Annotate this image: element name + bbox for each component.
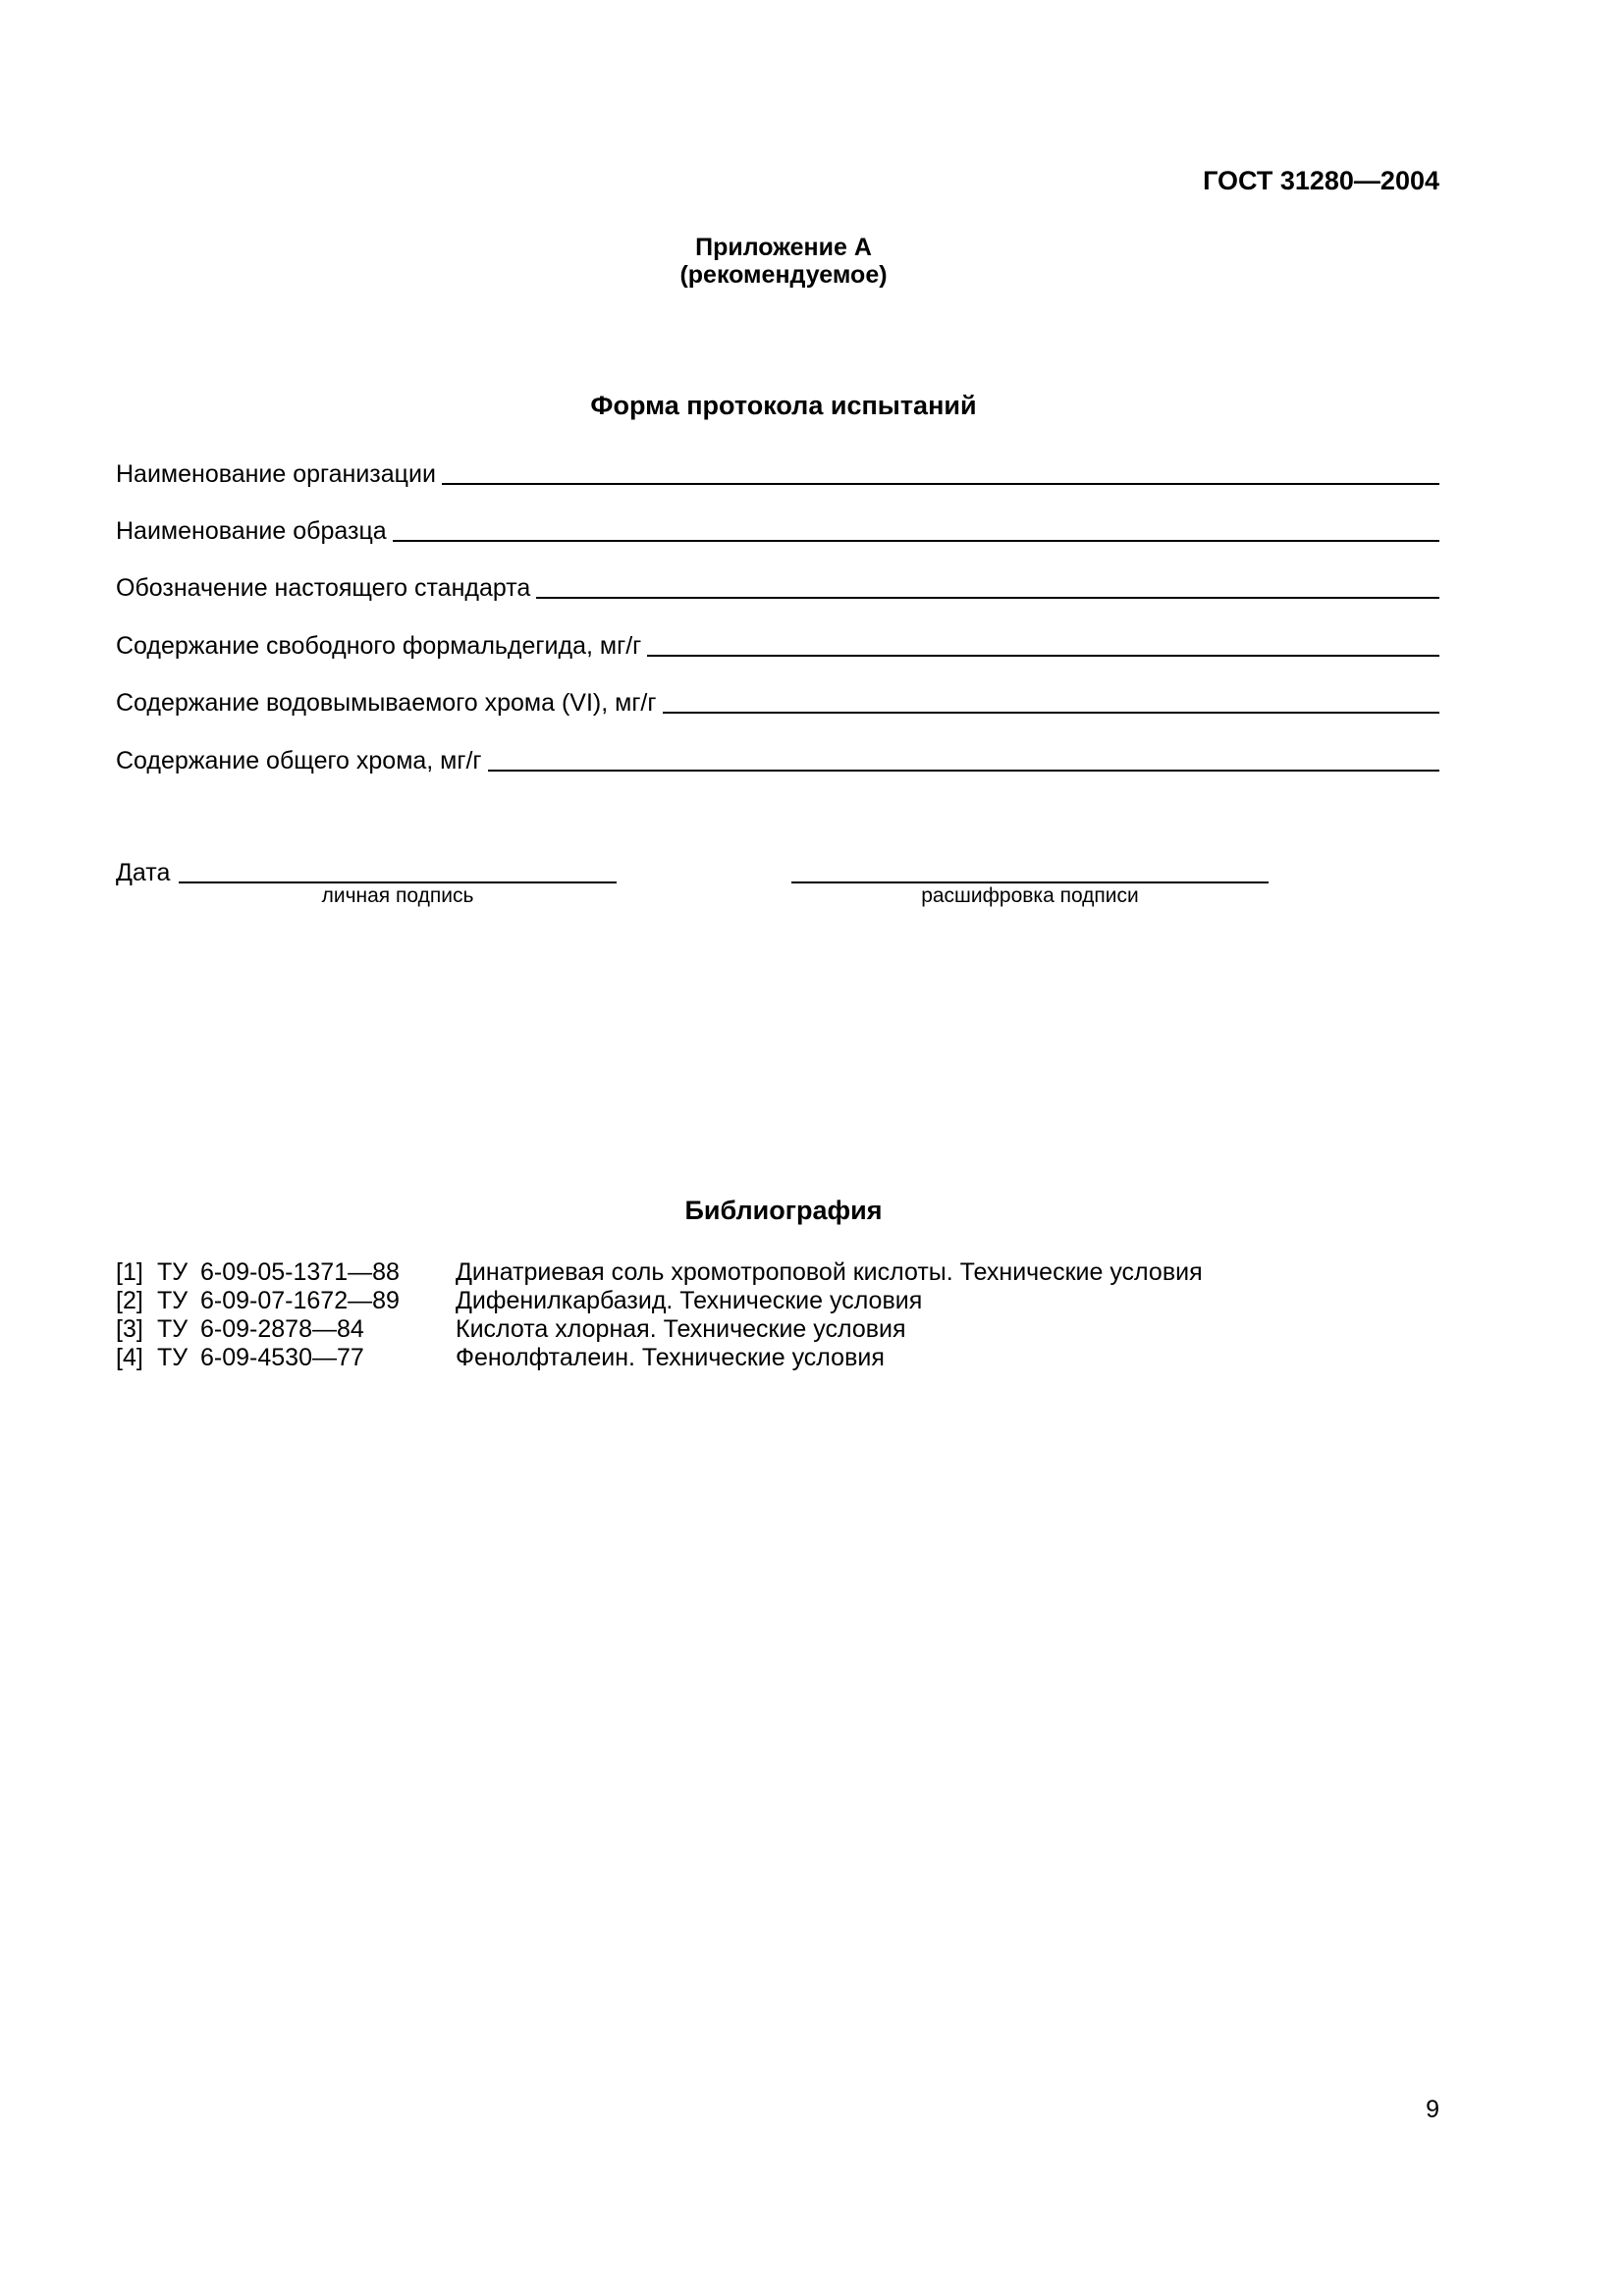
fill-in-line	[488, 770, 1439, 772]
fill-in-line	[536, 597, 1439, 599]
form-title: Форма протокола испытаний	[590, 391, 977, 420]
appendix-subtitle: (рекомендуемое)	[679, 261, 888, 289]
bibliography-list	[116, 1258, 1203, 1372]
form-field-label: Наименование образца	[116, 517, 387, 545]
form-field-standard	[116, 563, 1439, 603]
bibliography-description: Фенолфталеин. Технические условия	[456, 1344, 885, 1371]
personal-signature-caption: личная подпись	[321, 884, 474, 907]
bibliography-item	[116, 1315, 1203, 1344]
form-field-water-chromium	[116, 678, 1439, 718]
bibliography-title: Библиография	[684, 1196, 883, 1225]
bibliography-prefix: ТУ	[157, 1287, 189, 1314]
bibliography-code: 6-09-07-1672—89	[200, 1287, 400, 1314]
page-number: 9	[1426, 2096, 1439, 2123]
form-field-sample	[116, 507, 1439, 546]
bibliography-number: [2]	[116, 1287, 143, 1314]
bibliography-description: Динатриевая соль хромотроповой кислоты. Технические условия	[456, 1258, 1203, 1286]
bibliography-description: Дифенилкарбазид. Технические условия	[456, 1287, 923, 1314]
bibliography-code: 6-09-4530—77	[200, 1344, 364, 1371]
date-label: Дата	[116, 859, 171, 886]
form-field-formaldehyde	[116, 621, 1439, 661]
bibliography-item	[116, 1287, 1203, 1315]
bibliography-number: [1]	[116, 1258, 143, 1286]
form-field-label: Наименование организации	[116, 460, 436, 488]
fill-in-line	[442, 483, 1439, 485]
bibliography-item	[116, 1258, 1203, 1287]
form-field-label: Содержание общего хрома, мг/г	[116, 747, 482, 774]
bibliography-prefix: ТУ	[157, 1315, 189, 1343]
fill-in-line	[393, 540, 1439, 542]
signature-decode-caption: расшифровка подписи	[921, 884, 1139, 907]
form-field-label: Содержание водовымываемого хрома (VI), мг/г	[116, 689, 657, 717]
bibliography-description: Кислота хлорная. Технические условия	[456, 1315, 906, 1343]
document-code: ГОСТ 31280—2004	[1203, 166, 1439, 195]
form-field-label: Обозначение настоящего стандарта	[116, 574, 531, 602]
fill-in-line	[663, 712, 1439, 714]
bibliography-item	[116, 1344, 1203, 1372]
form-field-label: Содержание свободного формальдегида, мг/г	[116, 632, 642, 660]
fill-in-line	[647, 655, 1439, 657]
form-field-organization	[116, 450, 1439, 489]
appendix-title: Приложение А	[695, 234, 872, 261]
form-field-total-chromium	[116, 736, 1439, 775]
bibliography-prefix: ТУ	[157, 1258, 189, 1286]
bibliography-number: [4]	[116, 1344, 143, 1371]
bibliography-prefix: ТУ	[157, 1344, 189, 1371]
bibliography-code: 6-09-2878—84	[200, 1315, 364, 1343]
bibliography-number: [3]	[116, 1315, 143, 1343]
bibliography-code: 6-09-05-1371—88	[200, 1258, 400, 1286]
